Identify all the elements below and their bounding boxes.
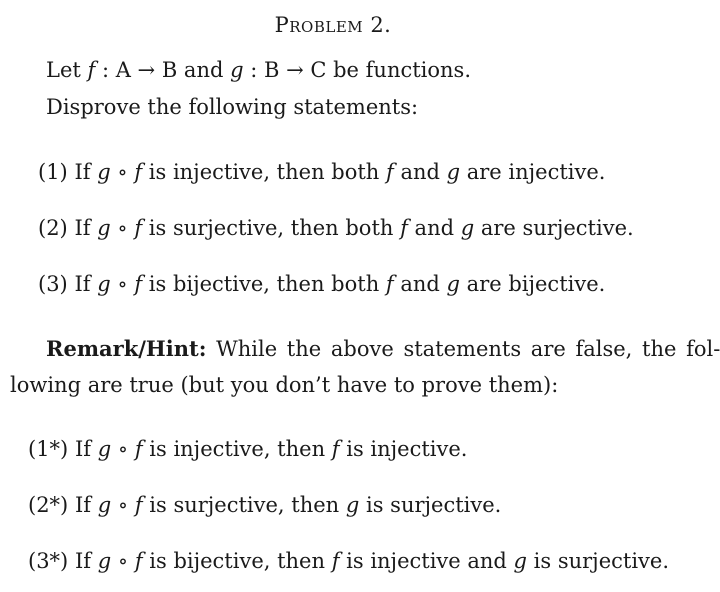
compose-symbol: ∘ [110, 272, 135, 296]
true-statement-2 [28, 492, 501, 518]
math-f: f [134, 437, 143, 461]
statement-text: and [393, 160, 447, 184]
math-f: f [331, 549, 340, 573]
statement-text: and [393, 272, 447, 296]
math-g: g [460, 216, 475, 240]
math-g: g [345, 493, 360, 517]
statement-text: is bijective, then both [142, 272, 386, 296]
math-f: f [134, 272, 143, 296]
math-f: f [134, 160, 143, 184]
math-g: g [446, 160, 461, 184]
intro-let: Let [46, 58, 81, 82]
math-g: g [513, 549, 527, 573]
statement-text: is injective, then both [142, 160, 386, 184]
statement-number: (2*) [28, 493, 69, 517]
instruction-line: Disprove the following statements: [46, 95, 419, 119]
compose-symbol: ∘ [111, 437, 135, 461]
math-g: g [97, 549, 112, 573]
statement-text: is surjective, then both [142, 216, 401, 240]
math-g: g [97, 160, 111, 184]
intro-f-map: : A → B and [95, 58, 231, 82]
problem-title: Problem 2. [274, 13, 392, 37]
statement-text: is surjective, then [142, 493, 346, 517]
statement-text: is surjective. [527, 549, 670, 573]
math-g: g [97, 272, 111, 296]
statement-text: is injective, then [142, 437, 332, 461]
math-f: f [134, 216, 143, 240]
compose-symbol: ∘ [110, 216, 135, 240]
true-statement-1 [28, 436, 467, 462]
statement-text: is injective. [339, 437, 468, 461]
math-f: f [331, 437, 340, 461]
math-f: f [400, 216, 408, 240]
statement-if: If [74, 493, 92, 517]
statement-if: If [74, 437, 92, 461]
remark-line-2: lowing are true (but you don’t have to prove them): [10, 373, 559, 397]
math-g: g [97, 216, 111, 240]
statement-text: are injective. [460, 160, 606, 184]
remark-line-1 [46, 336, 720, 362]
remark-label: Remark/Hint: [46, 336, 207, 361]
statement-number: (3) [38, 272, 68, 296]
compose-symbol: ∘ [110, 160, 135, 184]
statement-text: is injective and [339, 549, 514, 573]
true-statement-3 [28, 548, 669, 574]
compose-symbol: ∘ [111, 549, 135, 573]
statement-text: are bijective. [460, 272, 606, 296]
math-f: f [385, 272, 394, 296]
intro-f: f [87, 58, 96, 82]
math-g: g [97, 437, 112, 461]
statement-3 [38, 271, 605, 297]
statement-text: is surjective. [359, 493, 502, 517]
math-g: g [97, 493, 112, 517]
statement-number: (1*) [28, 437, 69, 461]
intro-line [46, 57, 471, 83]
statement-number: (3*) [28, 549, 69, 573]
math-g: g [446, 272, 460, 296]
statement-text: and [407, 216, 461, 240]
remark-text-1: While the above statements are false, the fol- [216, 337, 720, 361]
statement-text: is bijective, then [142, 549, 332, 573]
statement-number: (2) [38, 216, 68, 240]
statement-if: If [74, 549, 92, 573]
statement-text: are surjective. [474, 216, 634, 240]
statement-1 [38, 159, 605, 185]
statement-number: (1) [38, 160, 68, 184]
math-f: f [134, 493, 143, 517]
intro-g-map: : B → C be functions. [243, 58, 471, 82]
statement-2 [38, 215, 634, 241]
intro-g: g [230, 58, 244, 82]
statement-if: If [74, 272, 91, 296]
math-f: f [386, 160, 394, 184]
statement-if: If [74, 160, 91, 184]
math-f: f [134, 549, 143, 573]
compose-symbol: ∘ [111, 493, 135, 517]
statement-if: If [74, 216, 91, 240]
